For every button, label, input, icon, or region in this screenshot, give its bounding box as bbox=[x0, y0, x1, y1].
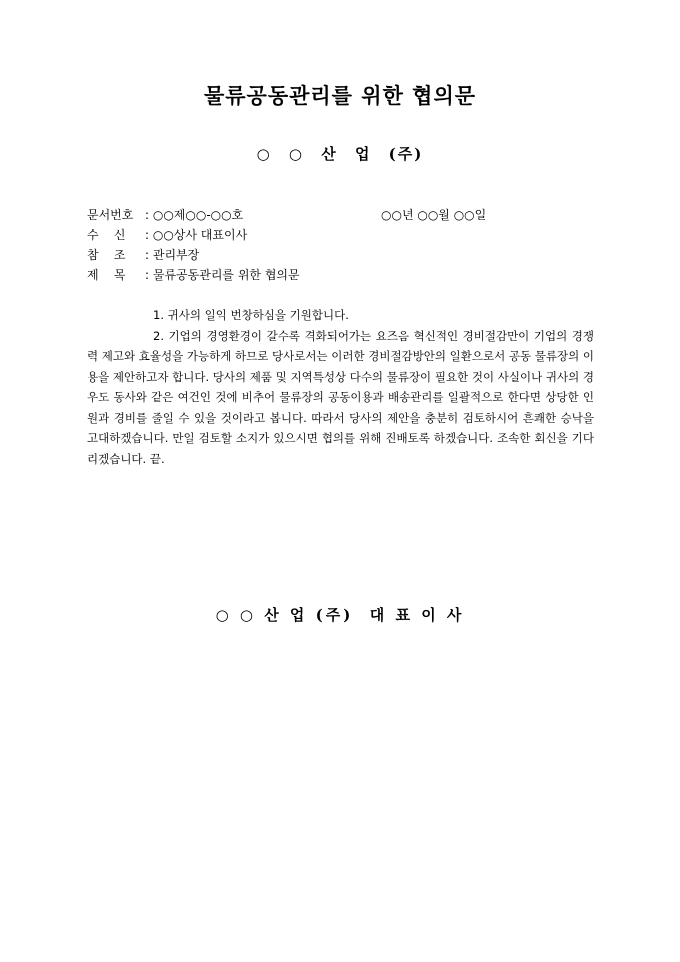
recipient-label: 수 신 bbox=[87, 228, 126, 242]
reference-value: : 관리부장 bbox=[145, 248, 200, 262]
recipient-value: : ○○상사 대표이사 bbox=[145, 228, 248, 242]
subject-value: : 물류공동관리를 위한 협의문 bbox=[145, 268, 300, 282]
subject-label: 제 목 bbox=[87, 268, 126, 282]
document-body bbox=[87, 305, 594, 469]
company-name: ○ ○ 산 업 (주) bbox=[256, 145, 424, 163]
document-meta bbox=[87, 205, 300, 285]
recipient-row bbox=[87, 225, 300, 245]
reference-label: 참 조 bbox=[87, 248, 126, 262]
subject-row bbox=[87, 265, 300, 285]
document-date: ○○년 ○○월 ○○일 bbox=[381, 208, 487, 222]
body-paragraph-1: 1. 귀사의 일익 번창하심을 기원합니다. bbox=[153, 308, 349, 322]
doc-number-label: 문서번호 bbox=[87, 208, 134, 222]
signature-line: ○ ○ 산 업 (주) 대 표 이 사 bbox=[215, 606, 465, 624]
body-paragraph-2: 2. 기업의 경영환경이 갈수록 격화되어가는 요즈음 혁신적인 경비절감만이 기업의 경쟁력 제고와 효율성을 가능하게 하므로 당사로서는 이러한 경비절감방안의 일환으로서 공동 물류장의 이용을 제안하고자 합니다. 당사의 제품 및 지역특성상 다수의 물류장이 필요한 것이 사실이나 귀사의 경우도 동사와 같은 여건인 것에 비추어 물류장의 공동이용과 배송관리를 일괄적으로 한다면 상당한 인원과 경비를 줄일 수 있을 것이라고 봅니다. 따라서 당사의 제안을 충분히 검토하시어 흔쾌한 승낙을 고대하겠습니다. 만일 검토할 소지가 있으시면 협의를 위해 진배토록 하겠습니다. 조속한 회신을 기다리겠습니다. 끝. bbox=[87, 328, 594, 466]
document-title: 물류공동관리를 위한 협의문 bbox=[203, 83, 477, 108]
doc-number-row bbox=[87, 205, 300, 225]
reference-row bbox=[87, 245, 300, 265]
doc-number-value: : ○○제○○-○○호 bbox=[145, 208, 244, 222]
